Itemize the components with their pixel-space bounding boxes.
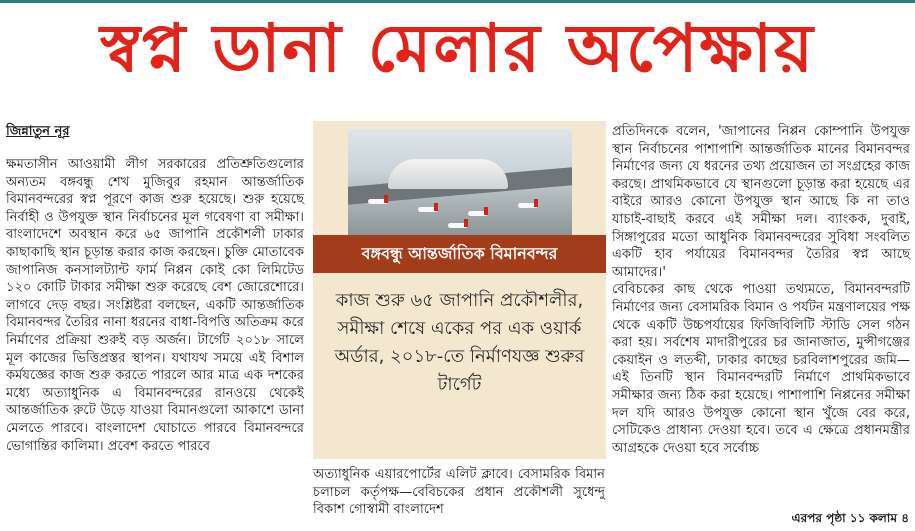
continuation-note: এরপর পৃষ্ঠা ১১ কলাম ৪ xyxy=(791,511,909,525)
left-column-text: ক্ষমতাসীন আওয়ামী লীগ সরকারের প্রতিশ্রুতিগুলোর অন্যতম বঙ্গবন্ধু শেখ মুজিবুর রহমান আন্তর্জাতিক বিমানবন্দরের স্বপ্ন পূরণে কাজ শুরু হয়েছে। শুরু হয়েছে নির্বাহী ও উপযুক্ত স্থান নির্বাচনের মূল গবেষণা বা সমীক্ষা। বাংলাদেশে অবস্থান করে ৬৫ জাপানি প্রকৌশলী ঢাকার কাছাকাছি স্থান চূড়ান্ত করার কাজ করছেন। চুক্তি মোতাবেক জাপানিজ কনসালট্যান্ট ফার্ম নিপ্পন কোই কো লিমিটেড ১২০ কোটি টাকার সমীক্ষা শুরু করেছে বেশ জোরেশোরে। লাগবে দেড় বছর। সংশ্লিষ্টরা বলছেন, একটি আন্তর্জাতিক বিমানবন্দর তৈরির নানা ধরনের বাধা-বিপত্তি অতিক্রম করে নির্মাণের প্রক্রিয়া শুরুই বড় অর্জন। টার্গেট ২০১৮ সালে মূল কাজের ভিত্তিপ্রস্তর স্থাপন। যথাযথ সময়ে এই বিশাল কর্মযজ্ঞের কাজ শুরু করতে পারলে আর মাত্র এক দশকের মধ্যে অত্যাধুনিক এ বিমানবন্দরের রানওয়ে থেকেই আন্তর্জাতিক রুটে উড়ে যাওয়া বিমানগুলো আকাশে ডানা মেলতে পারবে। বাংলাদেশ ঘোচাতে পারবে বিমানবন্দরে ভোগান্তির কালিমা। প্রবেশ করতে পারবে xyxy=(6,157,304,454)
byline: জিন্নাতুন নূর xyxy=(6,124,70,139)
headline: স্বপ্ন ডানা মেলার অপেক্ষায় xyxy=(100,10,815,87)
airport-photo xyxy=(348,129,572,235)
box-title: বঙ্গবন্ধু আন্তর্জাতিক বিমানবন্দর xyxy=(313,235,606,273)
highlight-box xyxy=(313,121,606,459)
top-rule xyxy=(0,0,915,3)
right-column-para-1: প্রতিদিনকে বলেন, 'জাপানের নিপ্পন কোম্পানি উপযুক্ত স্থান নির্বাচনের পাশাপাশি আন্তর্জাতিক মানের বিমানবন্দর নির্মাণের জন্য যে ধরনের তথ্য প্রয়োজন তা সংগ্রহের কাজ করছে। প্রাথমিকভাবে যে স্থানগুলো চূড়ান্ত করা হয়েছে এর বাইরে আরও কোনো উপযুক্ত স্থান আছে কি না তাও যাচাই-বাছাই করবে এই সমীক্ষা দল। ব্যাংকক, দুবাই, সিঙ্গাপুরের মতো আধুনিক বিমানবন্দরের সুবিধা সংবলিত একটি হাব পর্যায়ের বিমানবন্দর তৈরির স্বপ্ন আছে আমাদের।' xyxy=(612,124,910,280)
middle-column-text: অত্যাধুনিক এয়ারপোর্টের এলিট ক্লাবে। বেসামরিক বিমান চলাচল কর্তৃপক্ষ—বেবিচকের প্রধান প্রকৌশলী সুধেন্দু বিকাশ গোস্বামী বাংলাদেশ xyxy=(313,467,605,518)
right-column xyxy=(612,123,910,457)
right-column-para-2: বেবিচকের কাছ থেকে পাওয়া তথ্যমতে, বিমানবন্দরটি নির্মাণের জন্য বেসামরিক বিমান ও পর্যটন মন্ত্রণালয়ের পক্ষ থেকে একটি উচ্চপর্যায়ের ফিজিবিলিটি স্টাডি সেল গঠন করা হয়। সর্বশেষ মাদারীপুরের চর জানাজাত, মুন্সীগঞ্জের কেয়াইন ও লতব্দী, ঢাকার কাছের চরবিলাশপুরের জমি—এই তিনটি স্থান বিমানবন্দরটি নির্মাণে প্রাথমিকভাবে সমীক্ষার জন্য ঠিক করা হয়েছে। পাশাপাশি নিপ্পনের সমীক্ষা দল যদি আরও উপযুক্ত কোনো স্থান খুঁজে বের করে, সেটিকেও প্রাধান্য দেওয়া হবে। তবে এ ক্ষেত্রে প্রধানমন্ত্রীর আগ্রহকে দেওয়া হবে সর্বোচ্চ xyxy=(612,282,910,456)
box-deck: কাজ শুরু ৬৫ জাপানি প্রকৌশলীর, সমীক্ষা শেষে একের পর এক ওয়ার্ক অর্ডার, ২০১৮-তে নির্মাণযজ্ঞ শুরুর টার্গেট xyxy=(334,290,585,395)
